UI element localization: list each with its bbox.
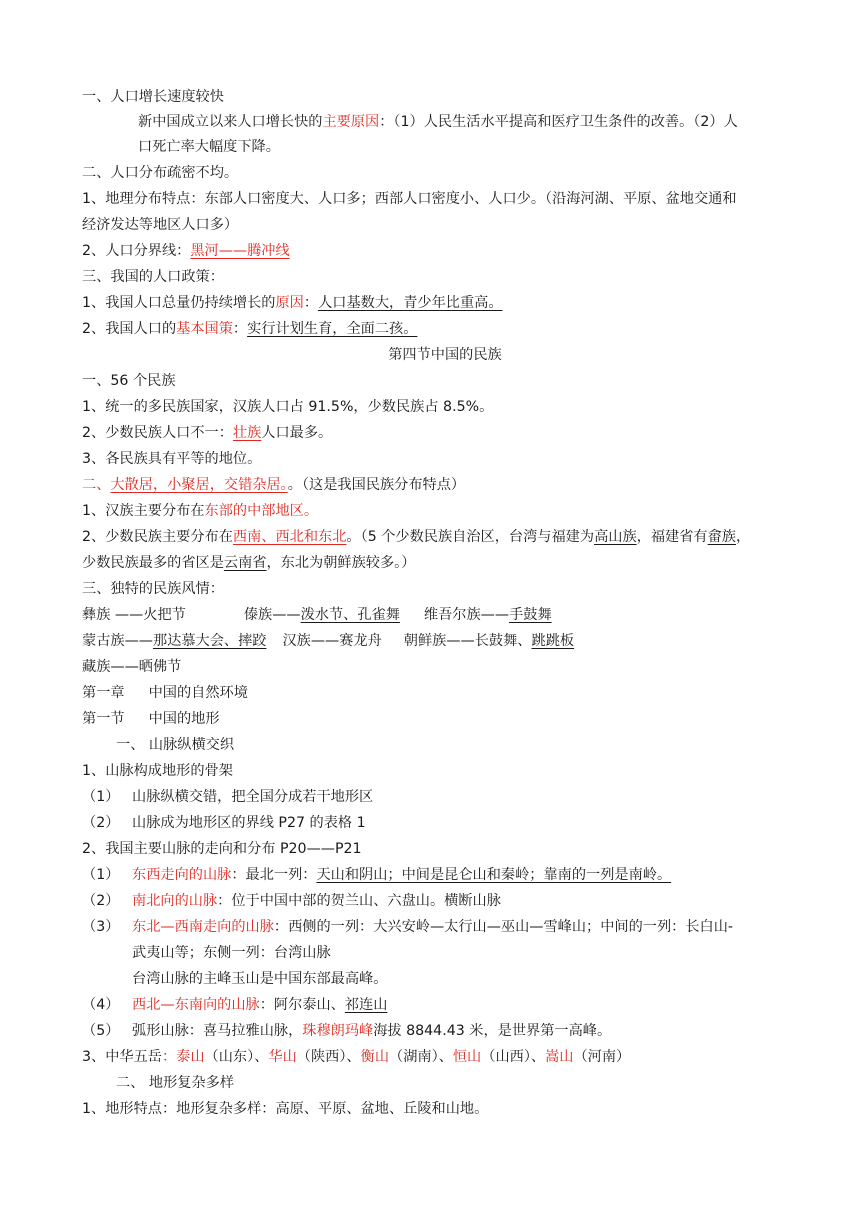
text: 3、各民族具有平等的地位。 <box>82 451 262 467</box>
chapter-heading <box>82 680 810 706</box>
text: 武夷山等；东侧一列：台湾山脉 <box>132 945 331 961</box>
text: 1、统一的多民族国家，汉族人口占 91.5%，少数民族占 8.5%。 <box>82 399 494 415</box>
highlight-text: 嵩山 <box>545 1049 574 1065</box>
section-title: 中国的地形 <box>148 711 220 727</box>
text: ，东北为朝鲜族较多。） <box>266 555 416 571</box>
paragraph-unified-nation <box>82 394 810 420</box>
list-number: （5） <box>82 1023 120 1039</box>
text: 山脉纵横交错，把全国分成若干地形区 <box>132 789 374 805</box>
text: 1、我国人口总量仍持续增长的 <box>82 295 276 311</box>
list-item <box>82 992 810 1018</box>
paragraph-basic-policy <box>82 316 810 342</box>
list-item <box>82 862 810 888</box>
heading-mountains <box>116 732 810 758</box>
underlined-text: 实行计划生育，全面二孩。 <box>247 321 418 337</box>
text: 2、人口分界线： <box>82 243 191 259</box>
highlight-text: ：泰山 <box>161 1049 205 1065</box>
list-number: （3） <box>82 919 120 935</box>
underlined-text: 云南省 <box>223 555 267 571</box>
paragraph-five-mountains <box>82 1044 810 1070</box>
custom-yi: 彝族 ——火把节 <box>82 607 186 623</box>
text: 口死亡率大幅度下降。 <box>138 139 280 155</box>
highlight-text: 西北—东南向的山脉 <box>132 997 260 1013</box>
custom-uyghur-label: 维吾尔族—— <box>423 607 510 623</box>
text: 1、地理分布特点：东部人口密度大、人口多；西部人口密度小、人口少。（沿海河湖、平原、盆地交通和 <box>82 191 737 207</box>
list-item-cont <box>132 940 810 966</box>
paragraph-distribution-cont <box>82 212 810 238</box>
customs-row-2 <box>82 628 810 654</box>
text: 台湾山脉的主峰玉山是中国东部最高峰。 <box>132 971 388 987</box>
text: ： <box>232 321 248 337</box>
heading-population-policy <box>82 264 810 290</box>
highlight-text: 珠穆朗玛峰 <box>302 1023 374 1039</box>
custom-korean-label: 朝鲜族——长鼓舞、 <box>403 633 532 649</box>
text: 。（这是我国民族分布特点） <box>287 477 466 493</box>
text: 1、地形特点：地形复杂多样：高原、平原、盆地、丘陵和山地。 <box>82 1101 489 1117</box>
text: ：西侧的一列：大兴安岭—太行山—巫山—雪峰山；中间的一列：长白山- <box>273 919 734 935</box>
text: ：（1）人民生活水平提高和医疗卫生条件的改善。（2）人 <box>379 114 738 130</box>
text: 2、我国主要山脉的走向和分布 P20——P21 <box>82 841 362 857</box>
highlight-text: 华山 <box>268 1049 297 1065</box>
text: 新中国成立以来人口增长快的 <box>138 114 323 130</box>
paragraph-skeleton <box>82 758 810 784</box>
text: 2、我国人口的 <box>82 321 177 337</box>
section-heading <box>82 706 810 732</box>
text: 2、少数民族主要分布在 <box>82 529 233 545</box>
custom-mongol-label: 蒙古族—— <box>82 633 153 649</box>
text: （山西）、 <box>481 1049 546 1065</box>
text: ：最北一列： <box>231 867 317 883</box>
custom-mongol: 那达慕大会、摔跤 <box>152 633 267 649</box>
highlight-text: 原因 <box>275 295 304 311</box>
heading-56-groups <box>82 368 810 394</box>
customs-row-3 <box>82 654 810 680</box>
section-title: 第四节中国的民族 <box>388 347 502 363</box>
paragraph-equality <box>82 446 810 472</box>
highlight-text: 壮族 <box>232 425 262 441</box>
paragraph-minority-population <box>82 420 810 446</box>
heading-distribution-pattern <box>82 472 810 498</box>
text: 2、少数民族人口不一： <box>82 425 233 441</box>
heading-population-growth <box>82 84 810 110</box>
paragraph-minority-distribution <box>82 524 810 550</box>
text: ：位于中国中部的贺兰山、六盘山。横断山脉 <box>217 893 501 909</box>
paragraph-growth-reason <box>138 109 810 135</box>
text: （山东）、 <box>204 1049 269 1065</box>
list-item <box>82 1018 810 1044</box>
paragraph-minority-distribution-cont <box>82 550 810 576</box>
underlined-text: 畲族 <box>707 529 736 545</box>
list-item <box>82 810 810 836</box>
heading-text: 二、人口分布疏密不均。 <box>82 165 239 181</box>
text: 。（5 个少数民族自治区，台湾与福建为 <box>346 529 595 545</box>
custom-dai-label: 傣族—— <box>243 607 301 623</box>
heading-text: 一、56 个民族 <box>82 373 176 389</box>
paragraph-han-distribution <box>82 498 810 524</box>
text: 海拔 8844.43 米，是世界第一高峰。 <box>373 1023 612 1039</box>
text: 1、汉族主要分布在 <box>82 503 205 519</box>
highlight-text: 东部的中部地区。 <box>204 503 319 519</box>
paragraph-distribution <box>82 186 810 212</box>
text: 经济发达等地区人口多） <box>82 217 239 233</box>
custom-korean: 跳跳板 <box>531 633 575 649</box>
text: （陕西）、 <box>296 1049 361 1065</box>
underlined-text: 人口基数大，青少年比重高。 <box>318 295 503 311</box>
list-number: （1） <box>82 867 120 883</box>
highlight-text: 黑河——腾冲线 <box>190 243 290 259</box>
heading-text: 三、独特的民族风情： <box>82 581 224 597</box>
section-number: 第一节 <box>82 711 125 727</box>
paragraph-growth-cause <box>82 290 810 316</box>
highlight-text: 大散居，小聚居，交错杂居。 <box>110 477 288 493</box>
section-title-ethnic-groups <box>0 342 860 368</box>
highlight-text: 衡山 <box>360 1049 390 1065</box>
heading-text: 一、 山脉纵横交织 <box>116 737 235 753</box>
heading-customs <box>82 576 810 602</box>
custom-uyghur: 手鼓舞 <box>509 607 552 623</box>
text: 人口最多。 <box>261 425 333 441</box>
heading-population-distribution <box>82 160 810 186</box>
custom-tibetan: 藏族——晒佛节 <box>82 659 182 675</box>
list-number: （1） <box>82 789 120 805</box>
highlight-text: 东西走向的山脉 <box>132 867 232 883</box>
chapter-title: 中国的自然环境 <box>148 685 248 701</box>
underlined-text: 祁连山 <box>344 997 388 1013</box>
text: ，福建省有 <box>636 529 708 545</box>
list-item <box>82 784 810 810</box>
customs-row-1 <box>82 602 810 628</box>
text: 山脉成为地形区的界线 P27 的表格 1 <box>132 815 366 831</box>
highlight-text: 西南、西北和东北 <box>232 529 347 545</box>
paragraph-growth-reason-cont <box>138 134 810 160</box>
text: 1、山脉构成地形的骨架 <box>82 763 233 779</box>
paragraph-boundary-line <box>82 238 810 264</box>
text: 3、中华五岳 <box>82 1049 162 1065</box>
text: ： <box>303 295 319 311</box>
paragraph-mountain-direction <box>82 836 810 862</box>
paragraph-terrain-features <box>82 1096 810 1122</box>
list-number: （2） <box>82 815 120 831</box>
highlight-text: 基本国策 <box>176 321 233 337</box>
underlined-text: 高山族 <box>594 529 637 545</box>
highlight-text: 主要原因 <box>322 114 380 130</box>
highlight-text: 恒山 <box>452 1049 482 1065</box>
chapter-number: 第一章 <box>82 685 125 701</box>
custom-dai: 泼水节、孔雀舞 <box>300 607 400 623</box>
text: （湖南）、 <box>389 1049 453 1065</box>
heading-terrain <box>116 1070 810 1096</box>
text: ：阿尔泰山、 <box>259 997 345 1013</box>
text: 少数民族最多的省区是 <box>82 555 224 571</box>
list-item-cont <box>132 966 810 992</box>
list-item <box>82 914 810 940</box>
text: （河南） <box>573 1049 631 1065</box>
highlight-text: 东北—西南走向的山脉 <box>132 919 274 935</box>
highlight-text: 二、 <box>82 477 111 493</box>
list-number: （2） <box>82 893 120 909</box>
list-number: （4） <box>82 997 120 1013</box>
heading-text: 二、 地形复杂多样 <box>116 1075 235 1091</box>
underlined-text: 天山和阴山；中间是昆仑山和秦岭；靠南的一列是南岭。 <box>316 867 672 883</box>
text: 弧形山脉：喜马拉雅山脉， <box>132 1023 303 1039</box>
heading-text: 三、我国的人口政策： <box>82 269 224 285</box>
list-item <box>82 888 810 914</box>
text: ， <box>735 529 751 545</box>
heading-text: 一、人口增长速度较快 <box>82 89 224 105</box>
highlight-text: 南北向的山脉 <box>132 893 218 909</box>
custom-han: 汉族——赛龙舟 <box>282 633 382 649</box>
